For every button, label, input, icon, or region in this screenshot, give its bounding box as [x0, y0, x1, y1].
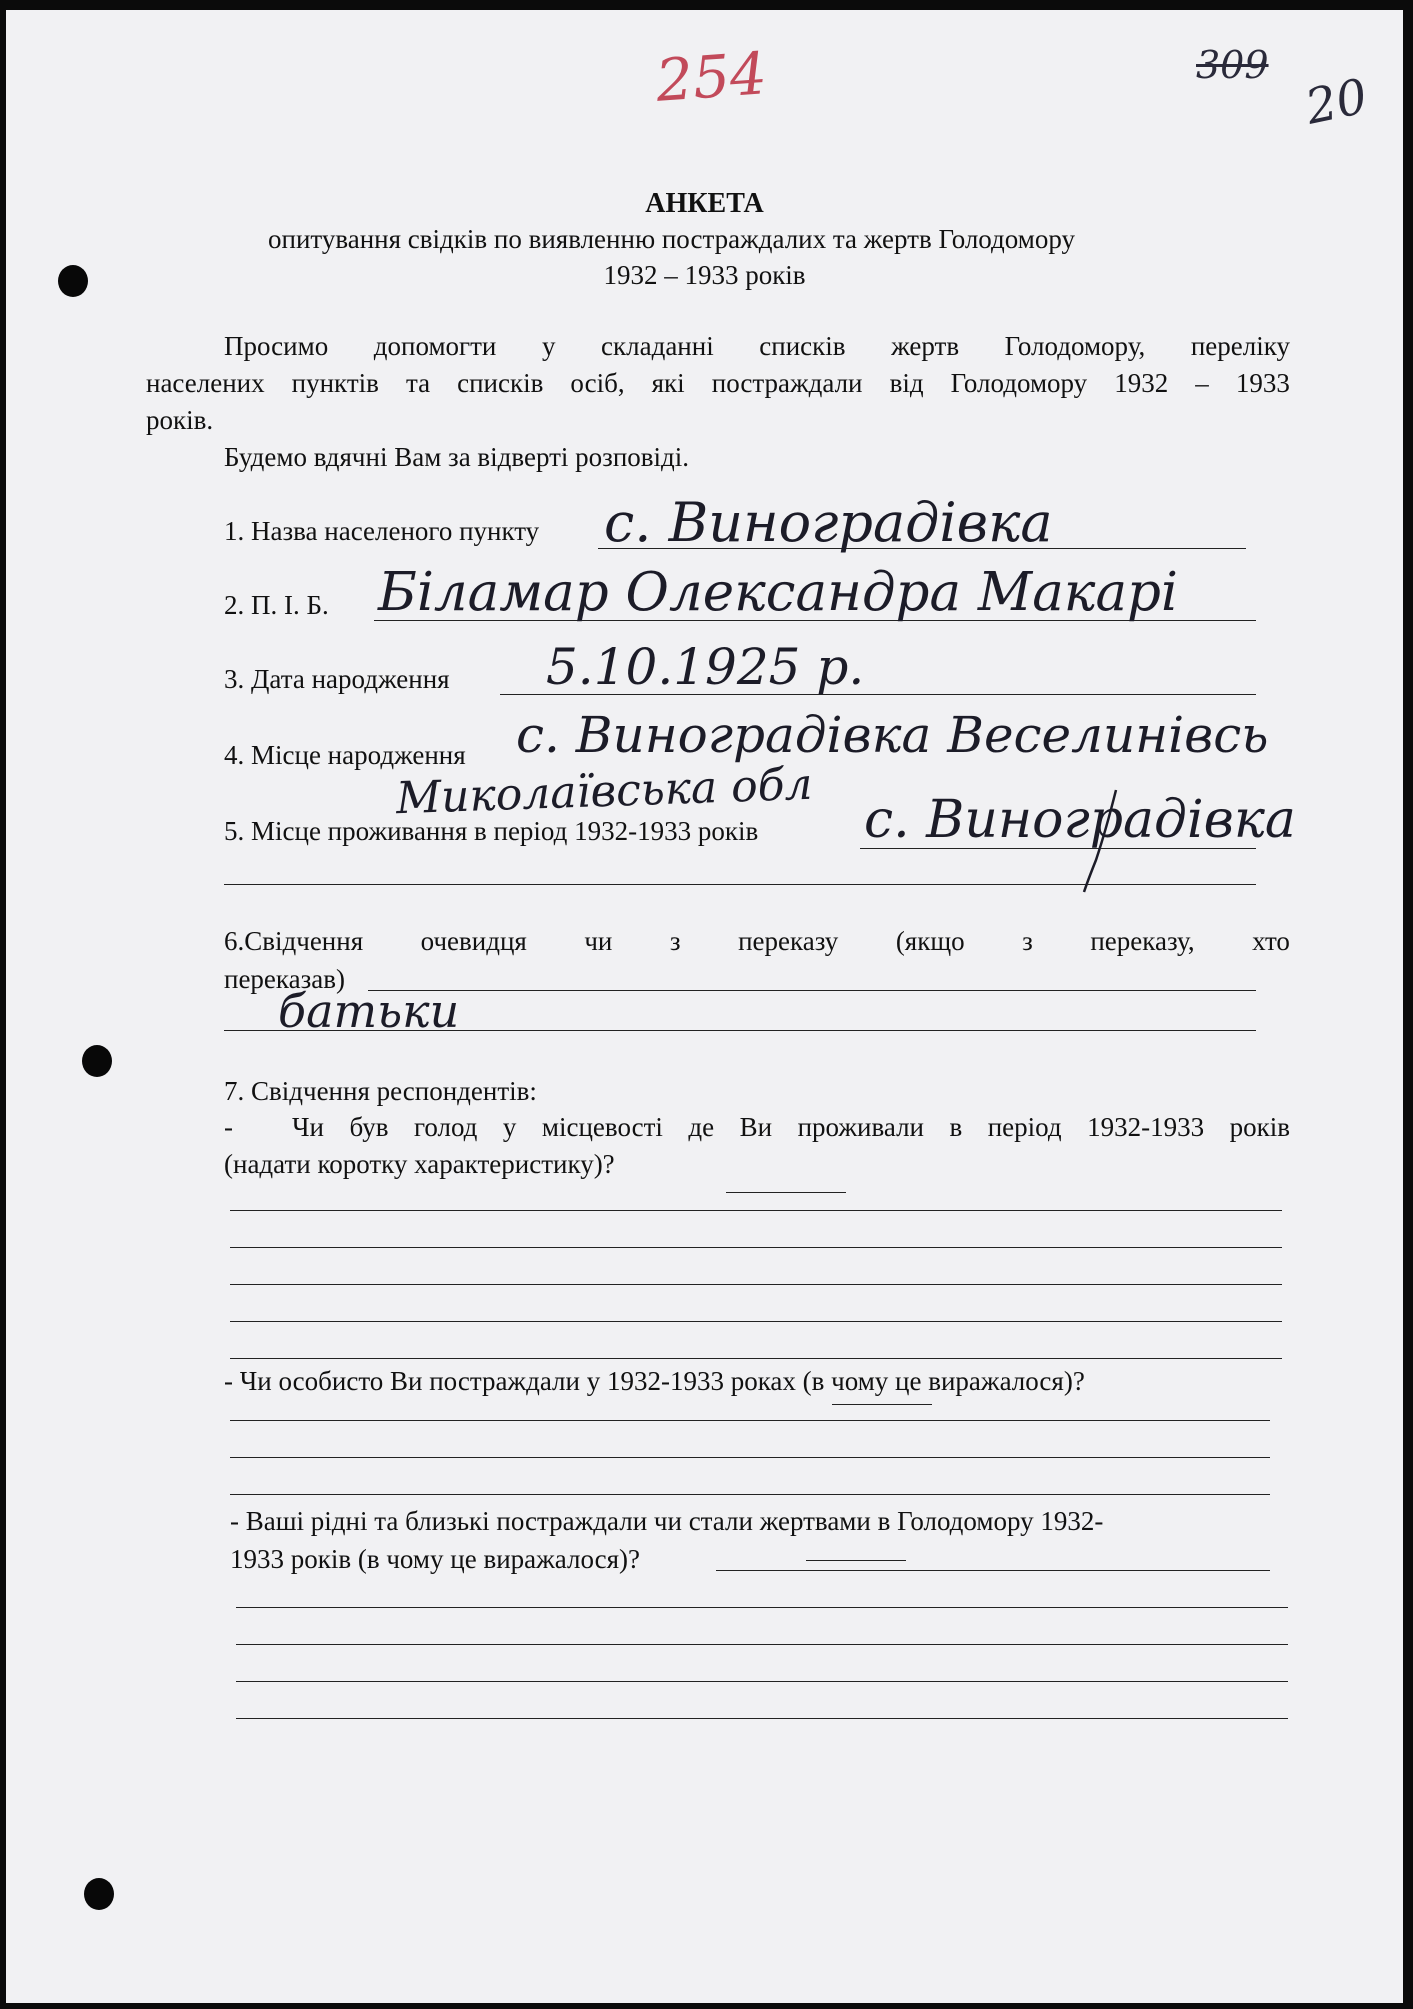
- word: –: [1195, 368, 1209, 398]
- word: допомогти: [373, 331, 497, 361]
- word: з: [669, 926, 681, 956]
- punch-hole-bottom: [84, 1878, 114, 1910]
- word: 1933: [1235, 368, 1290, 398]
- intro-line-3: років.: [146, 405, 214, 435]
- word: проживали: [797, 1112, 924, 1142]
- word: осіб,: [570, 368, 625, 398]
- answer3-line-1: [236, 1607, 1288, 1608]
- word: Просимо: [224, 331, 329, 361]
- answer3-line-3: [236, 1681, 1288, 1682]
- question3: - Ваші рідні та близькі постраждали чи стали жертвами в Голодомору 1932-: [230, 1506, 1104, 1536]
- word: в: [949, 1112, 963, 1142]
- word: Ви: [739, 1112, 773, 1142]
- question1: [292, 1114, 1290, 1141]
- birth-date-value: 5.10.1925 р.: [546, 638, 865, 696]
- crossed-archive-number: 309: [1196, 43, 1269, 87]
- answer2-line-1: [230, 1420, 1270, 1421]
- answer1-dash-mark: [726, 1192, 846, 1193]
- word: Голодомору,: [1004, 331, 1146, 361]
- word: де: [688, 1112, 715, 1142]
- word: 1932-1933: [1087, 1112, 1205, 1142]
- form-title: АНКЕТА: [645, 188, 764, 219]
- word: списків: [759, 331, 846, 361]
- answer1-line-5: [230, 1358, 1282, 1359]
- word: у: [541, 331, 556, 361]
- settlement-value: с. Виноградівка: [604, 491, 1053, 554]
- testimony-line-2: [224, 1030, 1256, 1031]
- question3-line-2: 1933 років (в чому це виражалося)?: [230, 1544, 641, 1574]
- word: хто: [1252, 926, 1290, 956]
- handwritten-stroke: [1056, 780, 1156, 900]
- word: населених: [146, 368, 265, 398]
- word: переказу,: [1090, 926, 1195, 956]
- settlement-label: 1. Назва населеного пункту: [224, 516, 540, 546]
- answer1-line-4: [230, 1321, 1282, 1322]
- form-subtitle: опитування свідків по виявленню постраждалих та жертв Голодомору: [268, 224, 1075, 254]
- punch-hole-middle: [82, 1045, 112, 1077]
- word: очевидця: [420, 926, 527, 956]
- intro-line-2: [146, 370, 1290, 397]
- answer3-line-0: [716, 1570, 1270, 1571]
- word: постраждали: [711, 368, 863, 398]
- word: списків: [457, 368, 544, 398]
- intro-thanks: Будемо вдячні Вам за відверті розповіді.: [224, 442, 690, 472]
- section7-heading: 7. Свідчення респондентів:: [224, 1076, 537, 1106]
- question1-dash: -: [224, 1112, 233, 1142]
- answer2-line-2: [230, 1457, 1270, 1458]
- word: пунктів: [291, 368, 379, 398]
- answer1-line-3: [230, 1284, 1282, 1285]
- answer1-line-2: [230, 1247, 1282, 1248]
- name-label: 2. П. І. Б.: [224, 590, 329, 620]
- answer3-line-4: [236, 1718, 1288, 1719]
- word: у: [502, 1112, 517, 1142]
- word: Голодомору: [950, 368, 1088, 398]
- form-subtitle-years: 1932 – 1933 років: [603, 260, 806, 290]
- intro-line-1: [224, 333, 1290, 360]
- answer1-line-1: [230, 1210, 1282, 1211]
- archive-number: 254: [653, 39, 769, 115]
- word: чи: [584, 926, 613, 956]
- answer3-dash-mark: [806, 1560, 906, 1561]
- word: період: [987, 1112, 1062, 1142]
- document-page: [6, 10, 1403, 2003]
- word: місцевості: [541, 1112, 663, 1142]
- word: років: [1229, 1112, 1290, 1142]
- testimony-label: [224, 928, 1290, 955]
- word: та: [405, 368, 431, 398]
- question1-line-2: (надати коротку характеристику)?: [224, 1149, 615, 1179]
- word: які: [651, 368, 685, 398]
- word: Чи: [292, 1112, 324, 1142]
- answer2-dash-mark: [832, 1404, 932, 1405]
- word: 6.Свідчення: [224, 926, 364, 956]
- testimony-label-line-2: переказав): [224, 964, 345, 994]
- testimony-line: [368, 990, 1256, 991]
- birth-place-label: 4. Місце народження: [224, 740, 466, 770]
- word: складанні: [601, 331, 714, 361]
- name-value: Біламар Олександра Макарі: [378, 562, 1178, 623]
- residence-value: с. Виноградівка: [864, 790, 1296, 850]
- word: (якщо: [895, 926, 965, 956]
- question2: - Чи особисто Ви постраждали у 1932-1933 роках (в чому це виражалося)?: [224, 1366, 1085, 1396]
- word: голод: [413, 1112, 478, 1142]
- answer3-line-2: [236, 1644, 1288, 1645]
- word: був: [349, 1112, 389, 1142]
- archive-page-number: 20: [1300, 68, 1373, 136]
- birth-place-value-line-2: Миколаївська обл: [395, 758, 814, 825]
- word: жертв: [891, 331, 960, 361]
- word: від: [889, 368, 924, 398]
- testimony-value: батьки: [278, 984, 460, 1038]
- answer2-line-3: [230, 1494, 1270, 1495]
- birth-date-label: 3. Дата народження: [224, 664, 450, 694]
- residence-label: 5. Місце проживання в період 1932-1933 років: [224, 816, 759, 846]
- word: переліку: [1190, 331, 1290, 361]
- word: з: [1022, 926, 1033, 956]
- birth-place-value: с. Виноградівка Веселинівсь: [516, 706, 1269, 764]
- word: 1932: [1114, 368, 1169, 398]
- word: переказу: [738, 926, 839, 956]
